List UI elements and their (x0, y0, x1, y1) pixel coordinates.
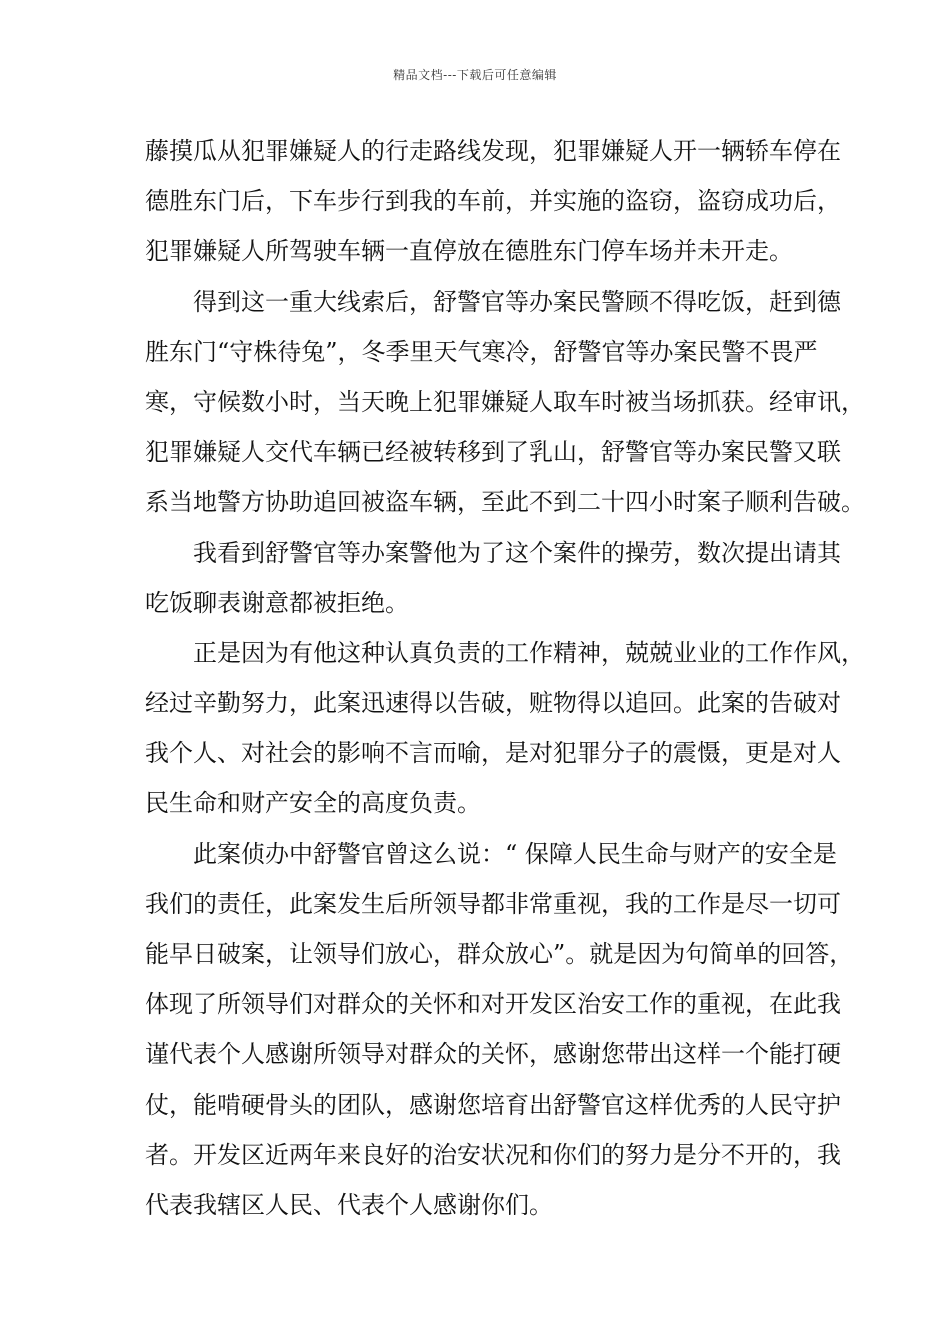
text-line: 我看到舒警官等办案警他为了这个案件的操劳，数次提出请其 (193, 538, 841, 567)
text-line: 系当地警方协助追回被盗车辆，至此不到二十四小时案子顺利告破。 (145, 488, 865, 517)
text-line: 体现了所领导们对群众的关怀和对开发区治安工作的重视，在此我 (145, 990, 841, 1019)
paragraph (145, 628, 865, 829)
text-line: 寒，守候数小时，当天晚上犯罪嫌疑人取车时被当场抓获。经审讯， (145, 387, 865, 416)
text-line: 代表我辖区人民、代表个人感谢你们。 (145, 1190, 553, 1219)
text-line: 能早日破案，让领导们放心，群众放心”。就是因为句简单的回答， (145, 940, 854, 968)
text-line: 藤摸瓜从犯罪嫌疑人的行走路线发现，犯罪嫌疑人开一辆轿车停在 (145, 137, 841, 165)
text-line: 民生命和财产安全的高度负责。 (145, 789, 481, 818)
paragraph (145, 126, 841, 277)
paragraph (145, 277, 865, 528)
text-line: 胜东门“守株待兔”，冬季里天气寒冷，舒警官等办案民警不畏严 (145, 337, 818, 366)
text-line: 吃饭聊表谢意都被拒绝。 (145, 588, 409, 617)
text-line: 犯罪嫌疑人交代车辆已经被转移到了乳山，舒警官等办案民警又联 (145, 438, 841, 467)
page-header: 精品文档---下载后可任意编辑 (393, 68, 557, 82)
document-body (145, 126, 865, 1230)
text-line: 者。开发区近两年来良好的治安状况和你们的努力是分不开的，我 (145, 1140, 841, 1169)
text-line: 我个人、对社会的影响不言而喻，是对犯罪分子的震慑，更是对人 (145, 739, 841, 768)
text-line: 得到这一重大线索后，舒警官等办案民警顾不得吃饭，赶到德 (193, 287, 841, 316)
paragraph (145, 829, 854, 1231)
text-line: 仗，能啃硬骨头的团队，感谢您培育出舒警官这样优秀的人民守护 (145, 1090, 841, 1119)
text-line: 谨代表个人感谢所领导对群众的关怀，感谢您带出这样一个能打硬 (145, 1040, 841, 1069)
text-line: 正是因为有他这种认真负责的工作精神，兢兢业业的工作作风， (193, 638, 865, 667)
text-line: 此案侦办中舒警官曾这么说：“ 保障人民生命与财产的安全是 (193, 839, 837, 868)
text-line: 我们的责任，此案发生后所领导都非常重视，我的工作是尽一切可 (145, 889, 841, 918)
paragraph (145, 528, 841, 628)
text-line: 德胜东门后，下车步行到我的车前，并实施的盗窃，盗窃成功后， (145, 187, 841, 216)
text-line: 经过辛勤努力，此案迅速得以告破，赃物得以追回。此案的告破对 (145, 689, 841, 718)
text-line: 犯罪嫌疑人所驾驶车辆一直停放在德胜东门停车场并未开走。 (145, 237, 793, 266)
